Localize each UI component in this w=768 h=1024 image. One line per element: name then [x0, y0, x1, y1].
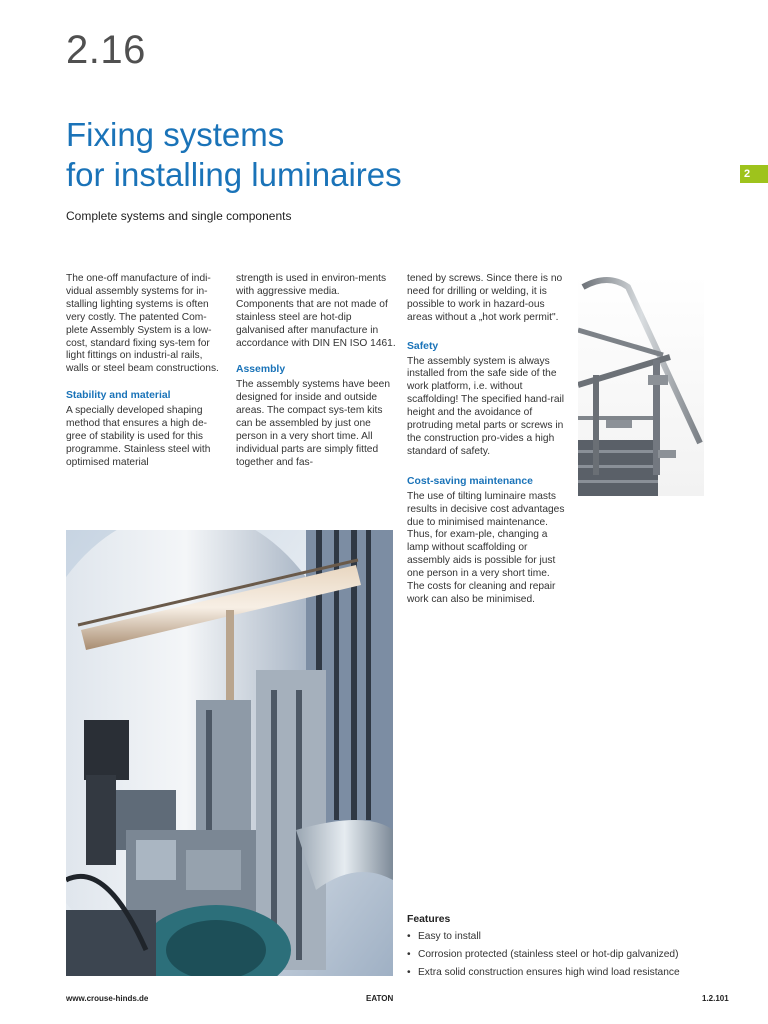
text-column-3 [407, 273, 567, 607]
industrial-luminaire-photo [66, 530, 393, 976]
footer-page-number: 1.2.101 [702, 994, 729, 1003]
page-title-line2: for installing luminaires [66, 156, 402, 193]
bullet-icon: • [407, 931, 411, 942]
stability-paragraph: A specially developed shaping method that ensures a high de-gree of stability is used for this programme. Stainless steel with optimised material [66, 405, 211, 468]
railing-luminaire-photo [578, 275, 704, 496]
feature-text: Extra solid construction ensures high wind load resistance [418, 967, 680, 978]
cost-saving-paragraph: The use of tilting luminaire masts results in decisive cost advantages due to minimised maintenance. Thus, for exam-ple, changing a lamp without scaffolding or assembly aids is possible for just one person in a very short time. The costs for cleaning and repair work can also be minimised. [407, 490, 565, 605]
safety-paragraph: The assembly system is always installed from the safe side of the work platform, i.e. without scaffolding! The specified hand-rail height and the avoidance of protruding metal parts or screws in the construction pro-vides a high standard of safety. [407, 355, 565, 457]
assembly-paragraph: The assembly systems have been designed for inside and outside areas. The compact sys-tem kits can be assembled by just one person in a very short time. All individual parts are simply fitted together and fas- [236, 379, 391, 468]
page-title [66, 115, 402, 195]
intro-paragraph: The one-off manufacture of indi-vidual assembly systems for in-stalling lighting systems is often very costly. The patented Com-plete Assembly System is a low-cost, standard fixing sys-tem for light fittings on industri-al rails, walls or steel beam constructions. [66, 273, 219, 375]
list-item [407, 946, 747, 964]
page-subtitle: Complete systems and single components [66, 209, 292, 223]
material-paragraph: strength is used in environ-ments with aggressive media. Components that are not made of stainless steel are hot-dip galvanised after manufacture in accordance with DIN EN ISO 1461. [236, 273, 396, 349]
page-title-line1: Fixing systems [66, 116, 285, 153]
features-list [407, 928, 747, 982]
features-block [407, 914, 747, 982]
text-column-2 [236, 273, 396, 470]
heading-stability-material: Stability and material [66, 390, 171, 402]
bullet-icon: • [407, 949, 411, 960]
bullet-icon: • [407, 967, 411, 978]
heading-safety: Safety [407, 340, 439, 352]
text-column-1 [66, 273, 226, 470]
footer-brand: EATON [366, 994, 394, 1003]
feature-text: Easy to install [418, 931, 481, 942]
section-number: 2.16 [66, 28, 146, 72]
features-heading: Features [407, 914, 451, 925]
assembly-continued-paragraph: tened by screws. Since there is no need for drilling or welding, it is possible to work in hazard-ous areas without a „hot work permit". [407, 273, 563, 323]
chapter-tab: 2 [740, 165, 768, 183]
list-item [407, 964, 747, 982]
feature-text: Corrosion protected (stainless steel or hot-dip galvanized) [418, 949, 679, 960]
heading-assembly: Assembly [236, 364, 286, 376]
list-item [407, 928, 747, 946]
heading-cost-saving: Cost-saving maintenance [407, 475, 533, 487]
footer-website: www.crouse-hinds.de [66, 994, 149, 1003]
